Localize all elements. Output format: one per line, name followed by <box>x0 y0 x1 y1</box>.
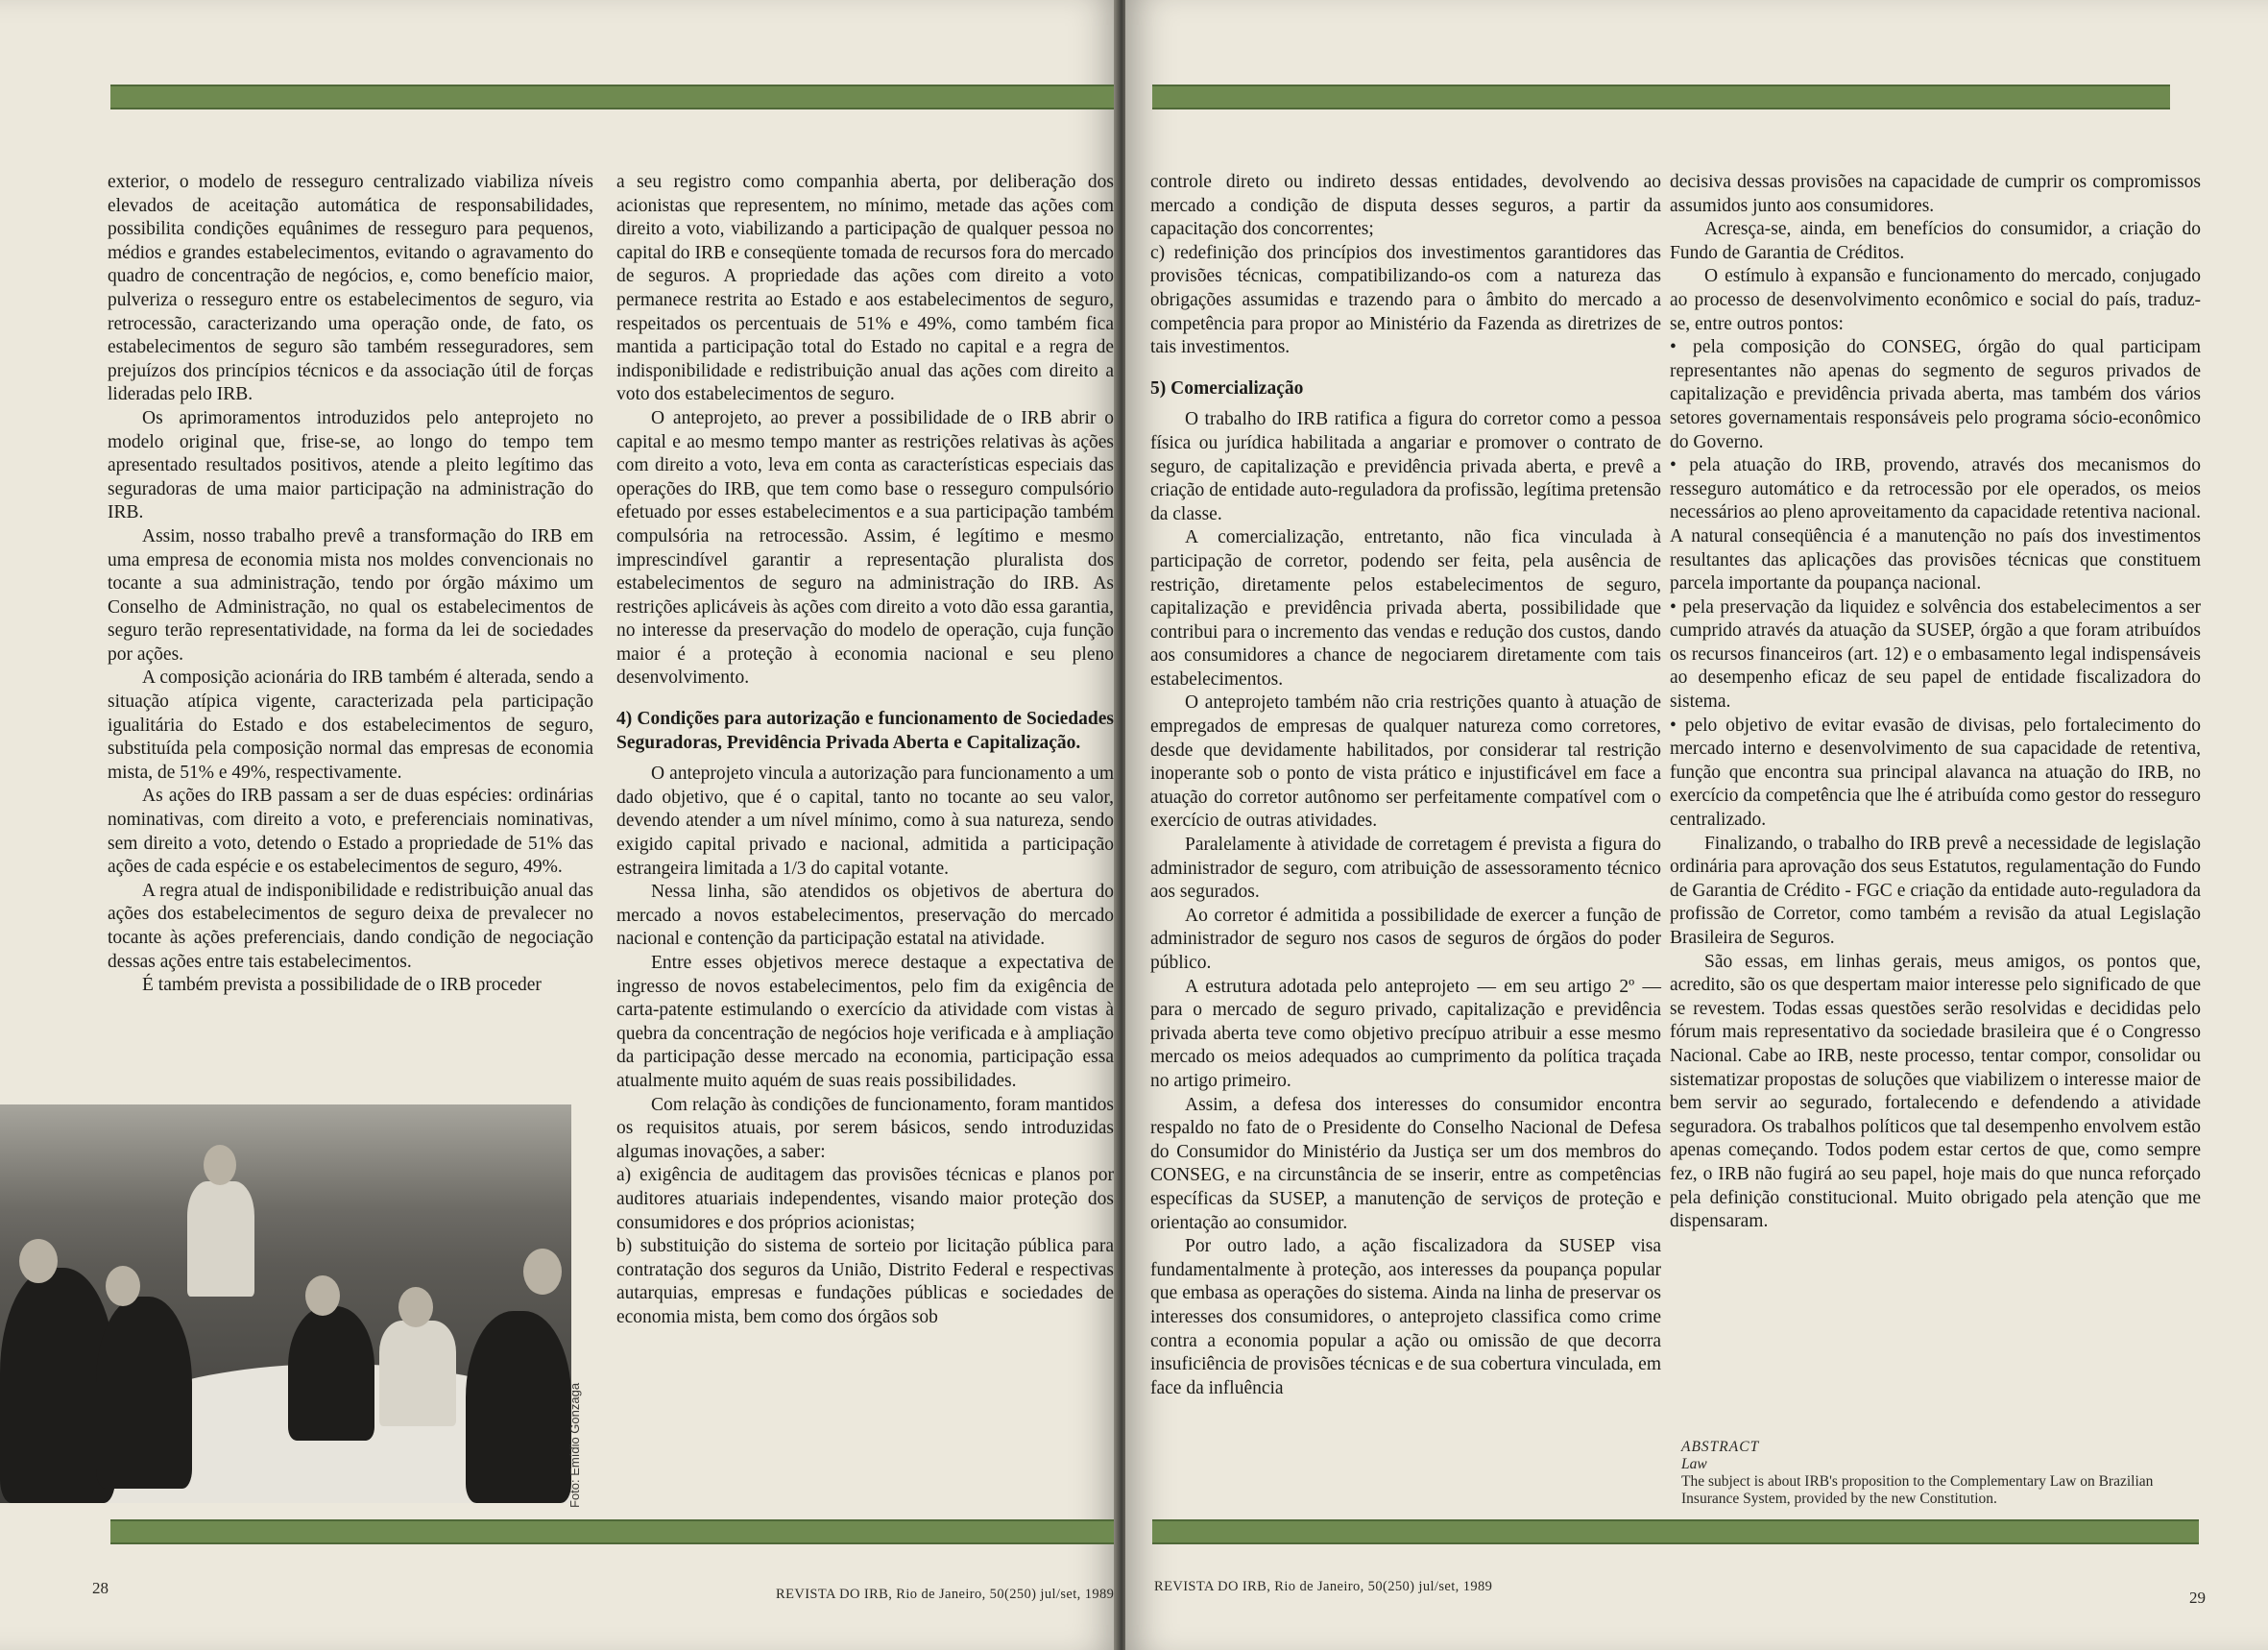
paragraph: São essas, em linhas gerais, meus amigos, os pontos que, acredito, são os que despertam maior interesse pelo significado de que se revestem. Todas essas questões serão resolvidas e decididas pelo fórum mais representativo da sociedade brasileira que é o Congresso Nacional. Cabe ao IRB, neste processo, tentar compor, consolidar ou sistematizar propostas de soluções que viabilizem o interesse maior de bem servir ao segurado, fortalecendo e defendendo a atividade seguradora. Os trabalhos políticos que tal desempenho envolvem estão apenas começando. Todos podem estar certos de que, como sempre fez, o IRB não fugirá ao seu papel, hoje mais do que nunca reforçado pela definição constitucional. Muito obrigado pela atenção que me dispensaram. <box>1670 951 2201 1232</box>
column-1 <box>108 171 593 998</box>
meeting-photo <box>0 1104 571 1503</box>
bottom-rule-left <box>110 1519 1114 1544</box>
paragraph: controle direto ou indireto dessas entidades, devolvendo ao mercado a condição de disputa desses seguros, a partir da capacitação dos concorrentes; <box>1150 172 1661 240</box>
paragraph: Finalizando, o trabalho do IRB prevê a necessidade de legislação ordinária para aprovação dos seus Estatutos, regulamentação do Fundo de Garantia de Crédito - FGC e criação da entidade auto-reguladora da profissão de Corretor, como também a revisão da atual Legislação Brasileira de Seguros. <box>1670 833 2201 948</box>
list-item: c) redefinição dos princípios dos investimentos garantidores das provisões técnicas, compatibilizando-os com a natureza das obrigações assumidas e trazendo para o âmbito do mercado a competência para propor ao Ministério da Fazenda as diretrizes de tais investimentos. <box>1150 242 1661 358</box>
abstract-text: The subject is about IRB's proposition to the Complementary Law on Brazilian Insurance System, provided by the new Constitution. <box>1681 1473 2154 1507</box>
column-3 <box>1150 171 1661 1400</box>
paragraph: A estrutura adotada pelo anteprojeto — em seu artigo 2º — para o mercado de seguro privado, capitalização e previdência privada aberta teve como objetivo precípuo atribuir a esse mesmo mercado os meios adequados ao cumprimento da política traçada no artigo primeiro. <box>1150 976 1661 1091</box>
right-page <box>1125 0 2268 1650</box>
list-item: • pela composição do CONSEG, órgão do qual participam representantes não apenas do segmento de seguros privados de capitalização e previdência privada aberta, mas também dos vários setores governamentais responsáveis pelo programa sócio-econômico do Governo. <box>1670 337 2201 452</box>
abstract-block <box>1681 1439 2200 1508</box>
page-number-left: 28 <box>92 1579 109 1597</box>
paragraph: O anteprojeto, ao prever a possibilidade de o IRB abrir o capital e ao mesmo tempo manter as restrições relativas às ações com direito a voto, leva em conta as características especiais das operações do IRB, que tem como base o resseguro compulsório efetuado por esses estabelecimentos e a sua participação também compulsória na retrocessão. Assim, é legítimo e mesmo imprescindível garantir a representação pluralista dos estabelecimentos de seguro na administração do IRB. As restrições aplicáveis às ações com direito a voto dão essa garantia, no interesse da preservação do modelo de operação, cuja função maior é a proteção à economia nacional e seu pleno desenvolvimento. <box>616 407 1114 689</box>
paragraph: Ao corretor é admitida a possibilidade de exercer a função de administrador de seguro nos casos de seguros de órgãos do poder público. <box>1150 905 1661 973</box>
paragraph: O anteprojeto também não cria restrições quanto à atuação de empregados de empresas de qualquer natureza como corretores, desde que devidamente habilitados, por considerar tal restrição inoperante sob o ponto de vista prático e injustificável em face a atuação do corretor autônomo ser perfeitamente compatível com o exercício de outras atividades. <box>1150 692 1661 832</box>
paragraph: A composição acionária do IRB também é alterada, sendo a situação atípica vigente, caracterizada pela participação igualitária do Estado e dos estabelecimentos de seguro, substituída pela composição normal das empresas de economia mista, de 51% e 49%, respectivamente. <box>108 667 593 783</box>
paragraph: É também prevista a possibilidade de o IRB proceder <box>142 975 542 996</box>
paragraph: exterior, o modelo de resseguro centralizado viabiliza níveis elevados de aceitação automática de responsabilidades, possibilita condições equânimes de resseguro para pequenos, médios e grandes estabelecimentos, evitando o agravamento do quadro de concentração de negócios, e, como benefício maior, pulveriza o resseguro entre os estabelecimentos de seguro, via retrocessão, caracterizando uma operação onde, de fato, os estabelecimentos de seguro são também resseguradores, sem prejuízos dos princípios técnicos e da associação útil de forças lideradas pelo IRB. <box>108 172 593 405</box>
top-rule-left <box>110 85 1114 109</box>
footer-right: REVISTA DO IRB, Rio de Janeiro, 50(250) jul/set, 1989 <box>1154 1579 1493 1594</box>
section-heading: 5) Comercialização <box>1150 377 1304 399</box>
bottom-rule-right <box>1152 1519 2199 1544</box>
section-heading: 4) Condições para autorização e funcionamento de Sociedades Seguradoras, Previdência Privada Aberta e Capitalização. <box>616 709 1114 753</box>
list-item: • pela preservação da liquidez e solvência dos estabelecimentos a ser cumprido através da atuação da SUSEP, órgão a que foram atribuídos os recursos financeiros (art. 12) e o embasamento legal indispensáveis ao desempenho eficaz de seu papel de entidade fiscalizadora do sistema. <box>1670 596 2201 713</box>
list-item: a) exigência de auditagem das provisões técnicas e planos por auditores atuariais independentes, visando maior proteção dos consumidores e dos próprios acionistas; <box>616 1165 1114 1233</box>
abstract-heading: ABSTRACT <box>1681 1439 1760 1455</box>
paragraph: Com relação às condições de funcionamento, foram mantidos os requisitos atuais, por serem básicos, sendo introduzidas algumas inovações, a saber: <box>616 1094 1114 1162</box>
list-item: b) substituição do sistema de sorteio por licitação pública para contratação dos seguros da União, Distrito Federal e respectivas autarquias, empresas e fundações públicas e sociedades de economia mista, bem como dos órgãos sob <box>616 1236 1114 1327</box>
top-rule-right <box>1152 85 2170 109</box>
column-4 <box>1670 171 2201 1234</box>
paragraph: Assim, a defesa dos interesses do consumidor encontra respaldo no fato de o Presidente do Conselho Nacional de Defesa do Consumidor do Ministério da Justiça ser um dos membros do CONSEG, e na circunstância de se inserir, entre as competências específicas da SUSEP, a manutenção de serviços de proteção e orientação ao consumidor. <box>1150 1094 1661 1233</box>
paragraph: A comercialização, entretanto, não fica vinculada à participação de corretor, podendo ser feita, pela ausência de restrição, diretamente pelos estabelecimentos de seguro, capitalização e previdência privada aberta, possibilidade que contribui para o incremento das vendas e redução dos custos, dando aos consumidores a chance de negociarem diretamente com tais estabelecimentos. <box>1150 527 1661 690</box>
paragraph: O anteprojeto vincula a autorização para funcionamento a um dado objetivo, que é o capital, tanto no tocante ao seu valor, devendo atender a um nível mínimo, como à sua natureza, sendo exigido capital privado e nacional, admitida a participação estrangeira limitada a 1/3 do capital votante. <box>616 764 1114 879</box>
paragraph: Por outro lado, a ação fiscalizadora da SUSEP visa fundamentalmente à proteção, aos interesses da poupança popular que embasa as operações do sistema. Ainda na linha de preservar os interesses dos consumidores, o anteprojeto classifica como crime contra a economia popular a ação ou omissão de que decorra insuficiência de provisões técnicas e de sua cobertura vinculada, em face da influência <box>1150 1236 1661 1398</box>
footer-left: REVISTA DO IRB, Rio de Janeiro, 50(250) jul/set, 1989 <box>776 1587 1115 1602</box>
paragraph: Acresça-se, ainda, em benefícios do consumidor, a criação do Fundo de Garantia de Créditos. <box>1670 219 2201 263</box>
paragraph: decisiva dessas provisões na capacidade de cumprir os compromissos assumidos junto aos consumidores. <box>1670 172 2201 216</box>
paragraph: Assim, nosso trabalho prevê a transformação do IRB em uma empresa de economia mista nos moldes convencionais no tocante a sua administração, tendo por órgão máximo um Conselho de Administração, no qual os estabelecimentos de seguro terão representatividade, na forma da lei de sociedades por ações. <box>108 525 593 665</box>
paragraph: A regra atual de indisponibilidade e redistribuição anual das ações dos estabelecimentos de seguro deixa de prevalecer no tocante às ações preferenciais, dando condição de negociação dessas ações entre tais estabelecimentos. <box>108 880 593 972</box>
paragraph: Entre esses objetivos merece destaque a expectativa de ingresso de novos estabelecimentos, pelo fim da exigência de carta-patente estimulando o exercício da atividade com vistas à quebra da concentração de negócios hoje verificada e à ampliação da participação desse mercado na economia, participação essa atualmente muito aquém de suas reais possibilidades. <box>616 953 1114 1091</box>
page-number-right: 29 <box>2189 1589 2206 1607</box>
paragraph: Nessa linha, são atendidos os objetivos de abertura do mercado a novos estabelecimentos, preservação do mercado nacional e contenção da participação estatal na atividade. <box>616 882 1114 950</box>
paragraph: As ações do IRB passam a ser de duas espécies: ordinárias nominativas, com direito a voto, e preferenciais nominativas, sem direito a voto, detendo o Estado a propriedade de 51% das ações de cada espécie e os estabelecimentos de seguro, 49%. <box>108 786 593 878</box>
paragraph: a seu registro como companhia aberta, por deliberação dos acionistas que representem, no mínimo, metade das ações com direito a voto, viabilizando a participação de qualquer pessoa no capital do IRB e conseqüente tomada de recursos fora do mercado de seguros. A propriedade das ações com direito a voto permanece restrita ao Estado e aos estabelecimentos de seguro, respeitados os percentuais de 51% e 49%, como também fica mantida a participação total do Estado no capital e a regra de indisponibilidade e redistribuição anual das ações com direito a voto dos estabelecimentos de seguro. <box>616 172 1114 405</box>
list-item: • pelo objetivo de evitar evasão de divisas, pelo fortalecimento do mercado interno e desenvolvimento de sua capacidade de retentiva, função que encontra sua principal alavanca na atuação do IRB, no exercício da competência que lhe é atribuída como gestor do resseguro centralizado. <box>1670 715 2201 831</box>
paragraph: Os aprimoramentos introduzidos pelo anteprojeto no modelo original que, frise-se, ao longo do tempo tem apresentado resultados positivos, atende a pleito legítimo das seguradoras de uma maior participação na administração do IRB. <box>108 407 593 523</box>
abstract-subject: Law <box>1681 1456 1707 1472</box>
paragraph: Paralelamente à atividade de corretagem é prevista a figura do administrador de seguro, com atribuição de assessoramento técnico aos segurados. <box>1150 835 1661 903</box>
photo-credit: Foto: Emídio Gonzaga <box>567 1382 582 1508</box>
list-item: • pela atuação do IRB, provendo, através dos mecanismos do resseguro automático e da retrocessão por ele operados, os meios necessários ao pleno aproveitamento da capacidade retentiva nacional. A natural conseqüência é a manutenção no país dos investimentos resultantes das aplicações das provisões técnicas que constituem parcela importante da poupança nacional. <box>1670 455 2201 594</box>
left-page <box>0 0 1120 1650</box>
column-2 <box>616 171 1114 1330</box>
paragraph: O trabalho do IRB ratifica a figura do corretor como a pessoa física ou jurídica habilitada a angariar e promover o contrato de seguro, de capitalização e previdência privada aberta, e prevê a criação de entidade auto-reguladora da profissão, legítima pretensão da classe. <box>1150 409 1661 524</box>
paragraph: O estímulo à expansão e funcionamento do mercado, conjugado ao processo de desenvolvimento econômico e social do país, traduz-se, entre outros pontos: <box>1670 266 2201 334</box>
